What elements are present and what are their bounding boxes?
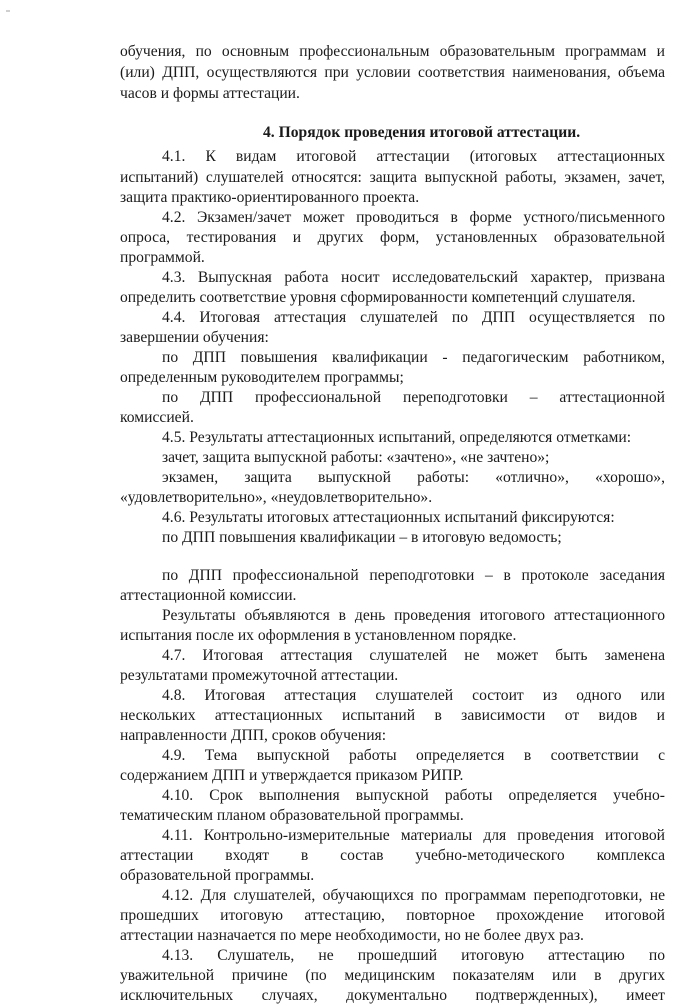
- text-line: защита практико-ориентированного проекта.: [120, 189, 420, 206]
- text-line: (или) ДПП, осуществляются при условии соответствия наименования, объема: [120, 64, 665, 81]
- text-line: опроса, тестирования и других форм, установленных образовательной: [120, 229, 665, 246]
- text-line: 4.2. Экзамен/зачет может проводиться в форме устного/письменного: [162, 209, 665, 226]
- text-line: завершении обучения:: [120, 329, 269, 346]
- text-line: программой.: [120, 249, 205, 266]
- text-line: зачет, защита выпускной работы: «зачтено», «не зачтено»;: [162, 449, 550, 466]
- text-line: испытания после их оформления в установленном порядке.: [120, 627, 517, 644]
- text-line: направленности ДПП, сроков обучения:: [120, 727, 387, 744]
- text-line: 4.11. Контрольно-измерительные материалы для проведения итоговой: [162, 827, 665, 844]
- text-line: 4.1. К видам итоговой аттестации (итоговых аттестационных: [162, 148, 665, 165]
- scan-mark: [6, 10, 10, 12]
- text-line: 4.6. Результаты итоговых аттестационных испытаний фиксируются:: [162, 509, 615, 526]
- text-line: уважительной причине (по медицинским показателям или в других: [120, 967, 665, 984]
- text-line: прошедших итоговую аттестацию, повторное прохождение итоговой: [120, 907, 665, 924]
- text-line: 4.13. Слушатель, не прошедший итоговую аттестацию по: [162, 947, 665, 964]
- text-line: по ДПП повышения квалификации - педагогическим работником,: [162, 349, 665, 366]
- text-line: аттестации входят в состав учебно-методического комплекса: [120, 847, 665, 864]
- text-line: 4.3. Выпускная работа носит исследовательский характер, призвана: [162, 269, 665, 286]
- text-line: образовательной программы.: [120, 867, 315, 884]
- text-line: нескольких аттестационных испытаний в зависимости от видов и: [120, 707, 665, 724]
- text-line: 4.9. Тема выпускной работы определяется в соответствии с: [162, 747, 665, 764]
- text-line: аттестационной комиссии.: [120, 587, 297, 604]
- text-line: комиссией.: [120, 409, 194, 426]
- text-line: аттестации назначается по мере необходимости, но не более двух раз.: [120, 927, 584, 944]
- text-line: часов и формы аттестации.: [120, 85, 300, 102]
- text-line: тематическим планом образовательной программы.: [120, 807, 464, 824]
- text-line: определить соответствие уровня сформированности компетенций слушателя.: [120, 289, 636, 306]
- text-line: содержанием ДПП и утверждается приказом РИПР.: [120, 767, 464, 784]
- text-line: 4.5. Результаты аттестационных испытаний, определяются отметками:: [162, 429, 632, 446]
- text-line: Результаты объявляются в день проведения итогового аттестационного: [162, 607, 665, 624]
- text-line: 4.12. Для слушателей, обучающихся по программам переподготовки, не: [162, 887, 665, 904]
- text-line: 4.8. Итоговая аттестация слушателей состоит из одного или: [162, 687, 665, 704]
- text-line: определенным руководителем программы;: [120, 369, 404, 386]
- text-line: по ДПП профессиональной переподготовки – в протоколе заседания: [162, 567, 665, 584]
- text-line: по ДПП профессиональной переподготовки – аттестационной: [162, 389, 665, 406]
- section-heading: 4. Порядок проведения итоговой аттестации.: [263, 124, 581, 141]
- text-line: «удовлетворительно», «неудовлетворительно».: [120, 489, 433, 506]
- text-line: исключительных случаях, документально подтвержденных), имеет: [120, 987, 665, 1004]
- text-line: 4.4. Итоговая аттестация слушателей по ДПП осуществляется по: [162, 309, 665, 326]
- text-line: 4.10. Срок выполнения выпускной работы определяется учебно-: [162, 787, 665, 804]
- text-line: испытаний) слушателей относятся: защита выпускной работы, экзамен, зачет,: [120, 169, 665, 186]
- text-line: по ДПП повышения квалификации – в итоговую ведомость;: [162, 529, 562, 546]
- text-line: экзамен, защита выпускной работы: «отлично», «хорошо»,: [162, 469, 665, 486]
- text-line: обучения, по основным профессиональным образовательным программам и: [120, 43, 665, 60]
- text-line: результатами промежуточной аттестации.: [120, 667, 399, 684]
- text-line: 4.7. Итоговая аттестация слушателей не может быть заменена: [162, 647, 665, 664]
